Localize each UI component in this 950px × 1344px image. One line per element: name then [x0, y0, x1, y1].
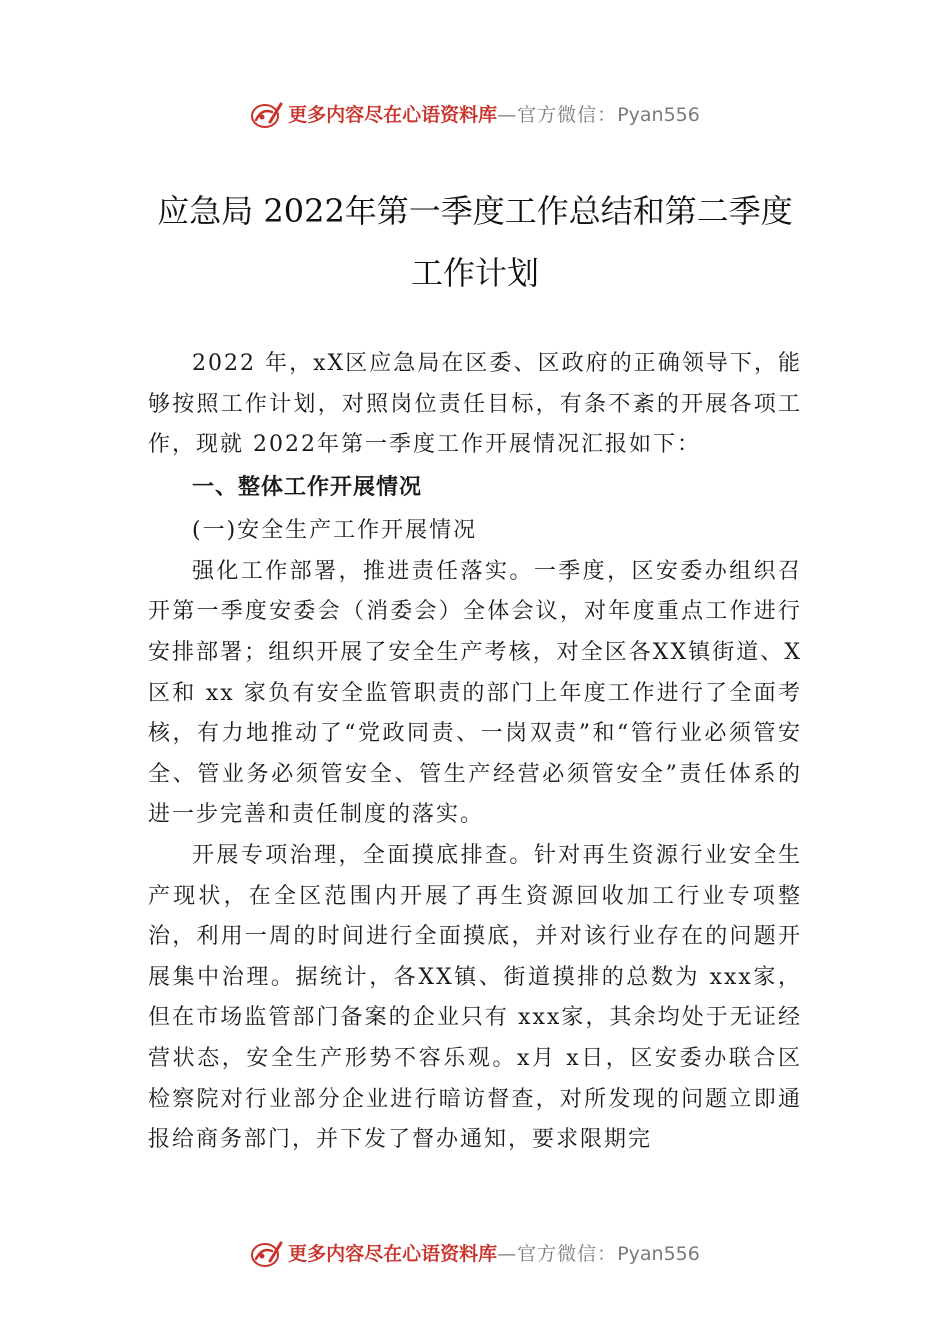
banner-red-text: 更多内容尽在心语资料库: [288, 104, 498, 126]
body-paragraph-2: 开展专项治理，全面摸底排查。针对再生资源行业安全生产现状，在全区范围内开展了再生资源回收加工行业专项整治，利用一周的时间进行全面摸底，并对该行业存在的问题开展集中治理。据统计，各XX镇、街道摸排的总数为 xxx家，但在市场监管部门备案的企业只有 xxx家，其余均处于无证经营状态，安全生产形势不容乐观。x月 x日，区安委办联合区检察院对行业部分企业进行暗访督查，对所发现的问题立即通报给商务部门，并下发了督办通知，要求限期完: [148, 842, 802, 1153]
document-body: [148, 344, 802, 1161]
banner-wechat-id: Pyan556: [617, 1243, 700, 1265]
document-title: 应急局 2022年第一季度工作总结和第二季度工作计划: [157, 192, 793, 292]
banner-gray-text: —官方微信：: [497, 104, 618, 126]
subsection-heading: (一)安全生产工作开展情况: [192, 517, 478, 543]
intro-paragraph: 2022 年，xX区应急局在区委、区政府的正确领导下，能够按照工作计划，对照岗位责任目标，有条不紊的开展各项工作，现就 2022年第一季度工作开展情况汇报如下：: [148, 351, 802, 458]
brush-logo-icon: [250, 100, 284, 130]
brush-logo-icon: [250, 1239, 284, 1269]
banner-red-text: 更多内容尽在心语资料库: [288, 1243, 498, 1265]
footer-watermark-banner: [0, 1239, 950, 1267]
section-heading: 一、整体工作开展情况: [192, 474, 423, 500]
banner-wechat-id: Pyan556: [617, 104, 700, 126]
header-watermark-banner: [0, 100, 950, 128]
body-paragraph-1: 强化工作部署，推进责任落实。一季度，区安委办组织召开第一季度安委会（消委会）全体会议，对年度重点工作进行安排部署；组织开展了安全生产考核，对全区各XX镇街道、X区和 xx 家负有安全监管职责的部门上年度工作进行了全面考核，有力地推动了“党政同责、一岗双责”和“管行业必须管安全、管业务必须管安全、管生产经营必须管安全”责任体系的进一步完善和责任制度的落实。: [148, 558, 802, 828]
banner-gray-text: —官方微信：: [497, 1243, 618, 1265]
